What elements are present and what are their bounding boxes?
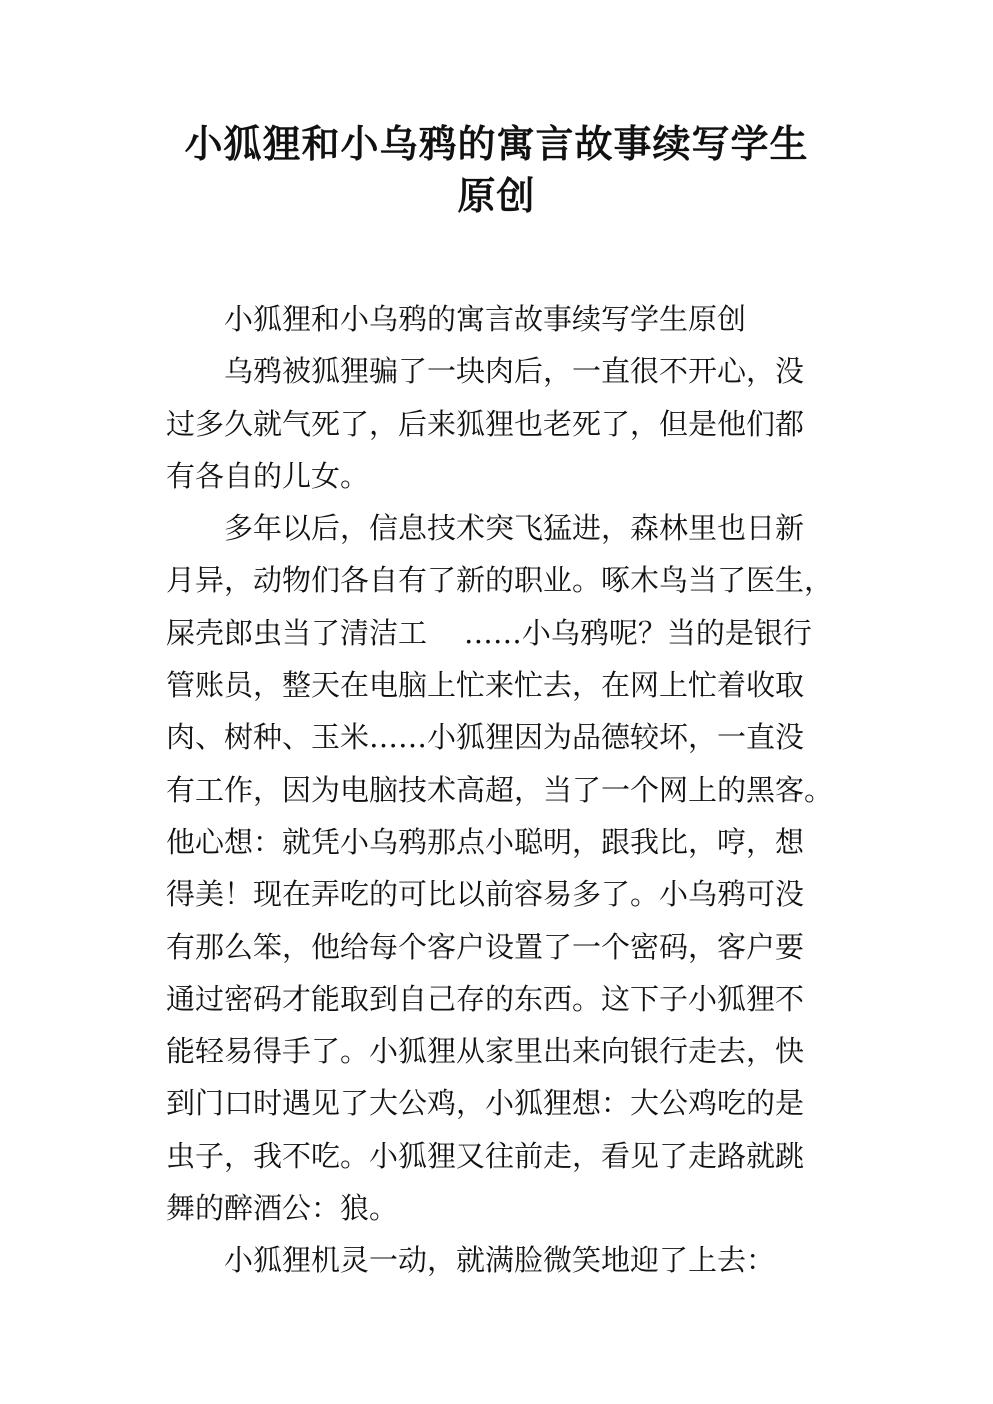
text-line: 有各自的儿女。 xyxy=(166,458,370,493)
document-body xyxy=(166,293,838,1287)
text-line: 通过密码才能取到自己存的东西。这下子小狐狸不 xyxy=(166,981,805,1016)
text-line: 小狐狸机灵一动，就满脸微笑地迎了上去： xyxy=(224,1243,776,1278)
text-line: 月异，动物们各自有了新的职业。啄木鸟当了医生， xyxy=(166,563,834,598)
text-line: 过多久就气死了，后来狐狸也老死了，但是他们都 xyxy=(166,406,805,441)
title-line-1: 小狐狸和小乌鸦的寓言故事续写学生 xyxy=(184,122,809,166)
paragraph-subtitle xyxy=(166,293,838,345)
text-line: 有工作，因为电脑技术高超，当了一个网上的黑客。 xyxy=(166,772,834,807)
text-line: 虫子，我不吃。小狐狸又往前走，看见了走路就跳 xyxy=(166,1138,805,1173)
title-line-2: 原创 xyxy=(457,174,536,218)
text-line: 有那么笨，他给每个客户设置了一个密码，客户要 xyxy=(166,929,805,964)
text-line: 乌鸦被狐狸骗了一块肉后，一直很不开心，没 xyxy=(224,354,805,389)
paragraph-1 xyxy=(166,345,838,502)
paragraph-2 xyxy=(166,502,838,1234)
text-line: 到门口时遇见了大公鸡，小狐狸想：大公鸡吃的是 xyxy=(166,1086,805,1121)
text-line: 舞的醉酒公：狼。 xyxy=(166,1191,399,1226)
paragraph-3 xyxy=(166,1234,838,1286)
text-line: 他心想：就凭小乌鸦那点小聪明，跟我比，哼，想 xyxy=(166,824,805,859)
text-line: 小狐狸和小乌鸦的寓言故事续写学生原创 xyxy=(224,302,747,336)
text-line: 肉、树种、玉米……小狐狸因为品德较坏，一直没 xyxy=(166,720,805,755)
text-line: 能轻易得手了。小狐狸从家里出来向银行走去，快 xyxy=(166,1034,805,1069)
text-line: 多年以后，信息技术突飞猛进，森林里也日新 xyxy=(224,511,805,546)
document-title xyxy=(150,118,843,222)
text-line: 屎壳郎虫当了清洁工 ……小乌鸦呢？当的是银行 xyxy=(166,615,812,650)
text-line: 得美！现在弄吃的可比以前容易多了。小乌鸦可没 xyxy=(166,877,805,912)
text-line: 管账员，整天在电脑上忙来忙去，在网上忙着收取 xyxy=(166,668,805,703)
